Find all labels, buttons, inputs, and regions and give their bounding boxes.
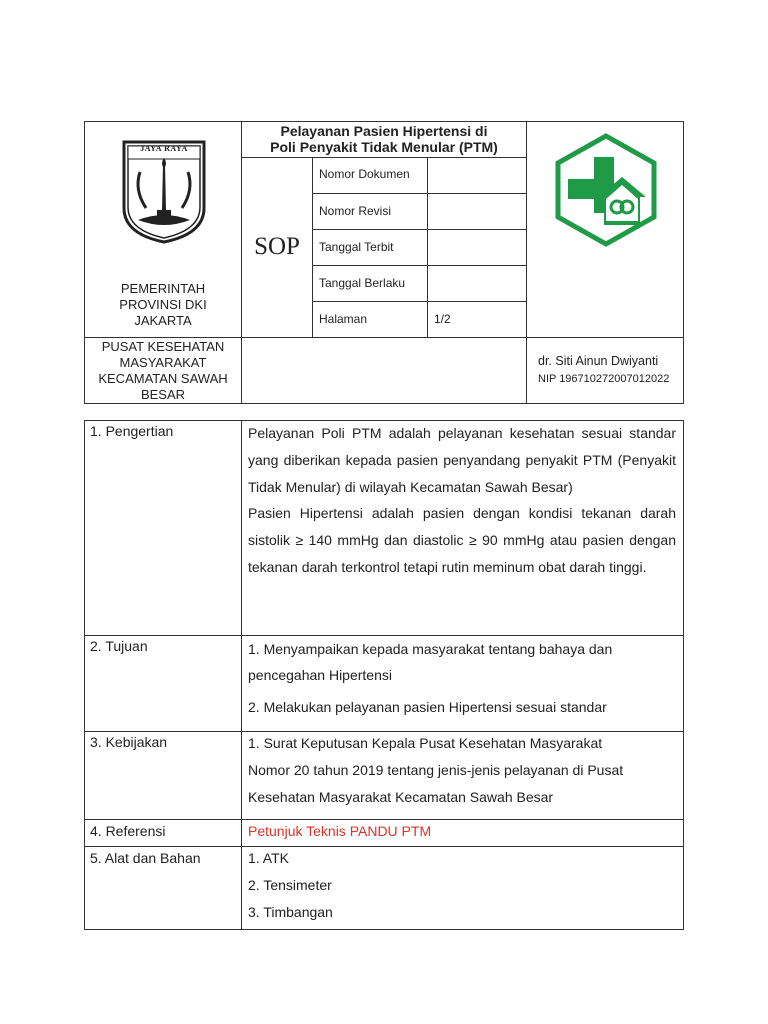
row-label-pengertian: 1. Pengertian xyxy=(90,423,174,439)
meta-label-nomor-revisi: Nomor Revisi xyxy=(319,204,392,218)
title-line-2: Poli Penyakit Tidak Menular (PTM) xyxy=(270,139,498,155)
kebijakan-text: 1. Surat Keputusan Kepala Pusat Kesehatan Masyarakat Nomor 20 tahun 2019 tentang jenis-jenis pelayanan di Pusat Kesehatan Masyarakat Kecamatan Sawah Besar xyxy=(248,735,624,805)
sop-label: SOP xyxy=(254,233,300,260)
row-label-referensi: 4. Referensi xyxy=(90,823,166,839)
puskesmas-logo-icon xyxy=(554,133,658,247)
alat-item-3: 3. Timbangan xyxy=(248,904,333,920)
meta-label-tanggal-terbit: Tanggal Terbit xyxy=(319,240,394,254)
logo-text: JAYA RAYA xyxy=(140,144,188,153)
pengertian-paragraph-2: Pasien Hipertensi adalah pasien dengan kondisi tekanan darah sistolik ≥ 140 mmHg dan diastolic ≥ 90 mmHg atau pasien dengan tekanan darah terkontrol tetapi rutin meminum obat darah tinggi. xyxy=(248,505,676,575)
meta-value-halaman: 1/2 xyxy=(434,312,451,326)
tujuan-item-1: 1. Menyampaikan kepada masyarakat tentang bahaya dan pencegahan Hipertensi xyxy=(248,641,613,683)
government-name: PEMERINTAH PROVINSI DKI JAKARTA xyxy=(119,281,207,328)
jaya-raya-crest-icon xyxy=(122,138,206,244)
referensi-text: Petunjuk Teknis PANDU PTM xyxy=(248,823,432,839)
alat-item-2: 2. Tensimeter xyxy=(248,877,332,893)
document-title xyxy=(243,123,525,155)
puskesmas-name: PUSAT KESEHATAN MASYARAKAT KECAMATAN SAWAH BESAR xyxy=(98,339,228,402)
signer-name: dr. Siti Ainun Dwiyanti xyxy=(538,354,659,368)
title-line-1: Pelayanan Pasien Hipertensi di xyxy=(280,123,488,139)
alat-item-1: 1. ATK xyxy=(248,850,289,866)
row-label-tujuan: 2. Tujuan xyxy=(90,638,148,654)
pengertian-paragraph-1: Pelayanan Poli PTM adalah pelayanan kesehatan sesuai standar yang diberikan kepada pasien penyandang penyakit PTM (Penyakit Tidak Menular) di wilayah Kecamatan Sawah Besar) xyxy=(248,425,676,495)
tujuan-item-2: 2. Melakukan pelayanan pasien Hipertensi sesuai standar xyxy=(248,699,607,715)
meta-label-halaman: Halaman xyxy=(319,312,368,326)
meta-label-tanggal-berlaku: Tanggal Berlaku xyxy=(319,276,406,290)
pengertian-text xyxy=(248,420,676,581)
signer-nip: NIP 196710272007012022 xyxy=(538,373,670,385)
row-label-kebijakan: 3. Kebijakan xyxy=(90,734,168,750)
row-label-alat-dan-bahan: 5. Alat dan Bahan xyxy=(90,850,201,866)
meta-label-nomor-dokumen: Nomor Dokumen xyxy=(319,167,410,181)
